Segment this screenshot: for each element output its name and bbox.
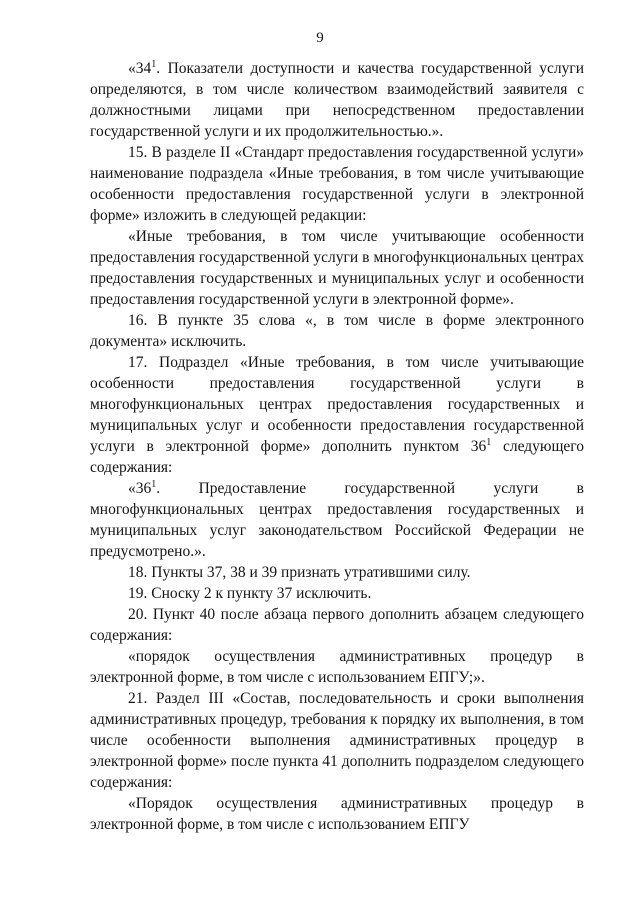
paragraph-text-continued: . Предоставление государственной услуги в многофункциональных центрах предоставления государственных и муниципальных услуг законодательством Российской Федерации не предусмотрено.».: [90, 480, 584, 560]
paragraph-text: «порядок осуществления административных процедур в электронной форме, в том числе с использованием ЕПГУ;».: [90, 648, 584, 686]
paragraph-text: 17. Подраздел «Иные требования, в том числе учитывающие особенности предоставления государственной услуги в многофункциональных центрах предоставления государственных и муниципальных услуг и особенности предоставления государственной услуги в электронной форме» дополнить пунктом 36: [90, 354, 584, 455]
paragraph-item-20: [90, 604, 584, 646]
paragraph-text: 20. Пункт 40 после абзаца первого дополнить абзацем следующего содержания:: [90, 606, 584, 644]
paragraph-text: 21. Раздел III «Состав, последовательность и сроки выполнения административных процедур, требования к порядку их выполнения, в том числе особенности выполнения административных процедур в электронной форме» после пункта 41 дополнить подразделом следующего содержания:: [90, 690, 584, 791]
superscript-1: 1: [486, 436, 492, 448]
document-body: [90, 58, 584, 835]
paragraph-item-18: [90, 562, 584, 583]
paragraph-34-1: [90, 58, 584, 142]
paragraph-text: 19. Сноску 2 к пункту 37 исключить.: [128, 585, 372, 602]
paragraph-text: 18. Пункты 37, 38 и 39 признать утратившими силу.: [128, 564, 471, 581]
paragraph-added-paragraph: [90, 646, 584, 688]
page-number: 9: [316, 30, 324, 46]
superscript-1: 1: [151, 478, 157, 490]
paragraph-text: 16. В пункте 35 слова «, в том числе в форме электронного документа» исключить.: [90, 312, 584, 350]
paragraph-text: «Иные требования, в том числе учитывающие особенности предоставления государственной услуги в многофункциональных центрах предоставления государственных и муниципальных услуг и особенности предоставления государственной услуги в электронной форме».: [90, 228, 584, 308]
paragraph-new-subsection-title: [90, 226, 584, 310]
paragraph-new-subsection-heading: [90, 793, 584, 835]
paragraph-item-17: [90, 352, 584, 478]
paragraph-text: «Порядок осуществления административных процедур в электронной форме, в том числе с использованием ЕПГУ: [90, 795, 584, 833]
paragraph-item-16: [90, 310, 584, 352]
superscript-1: 1: [151, 58, 157, 70]
paragraph-text-continued: . Показатели доступности и качества государственной услуги определяются, в том числе количеством взаимодействий заявителя с должностными лицами при непосредственном предоставлении государственной услуги и их продолжительностью.».: [90, 60, 584, 140]
paragraph-text: «36: [128, 480, 152, 497]
paragraph-text: «34: [128, 60, 152, 77]
paragraph-36-1: [90, 478, 584, 562]
paragraph-item-19: [90, 583, 584, 604]
paragraph-text-continued: следующего содержания:: [90, 438, 584, 476]
paragraph-item-15: [90, 142, 584, 226]
paragraph-text: 15. В разделе II «Стандарт предоставления государственной услуги» наименование подраздела «Иные требования, в том числе учитывающие особенности предоставления государственной услуги в электронной форме» изложить в следующей редакции:: [90, 144, 584, 224]
paragraph-item-21: [90, 688, 584, 793]
